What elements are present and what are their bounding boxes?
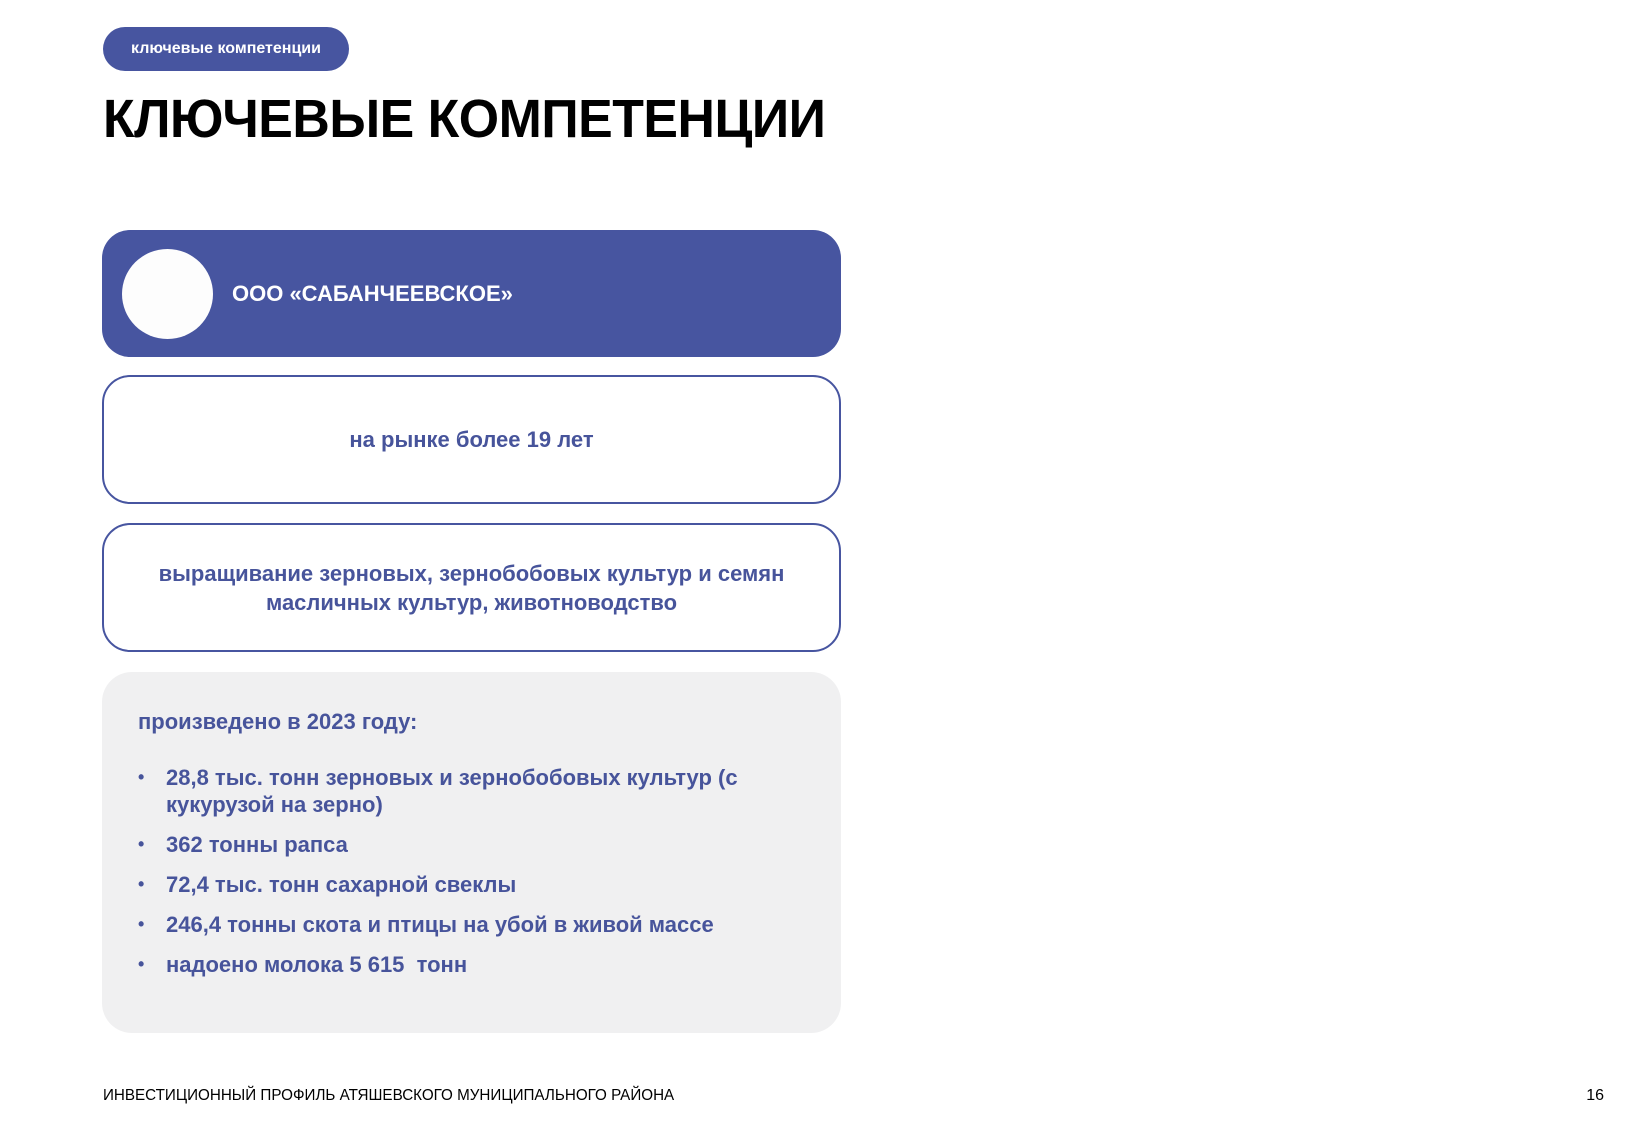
- bullet-icon: •: [138, 914, 145, 934]
- bullet-icon: •: [138, 767, 145, 787]
- section-tag: [103, 27, 349, 71]
- footer-text: ИНВЕСТИЦИОННЫЙ ПРОФИЛЬ АТЯШЕВСКОГО МУНИЦИПАЛЬНОГО РАЙОНА: [103, 1087, 675, 1104]
- years-on-market-text: на рынке более 19 лет: [349, 427, 594, 452]
- bullet-icon: •: [138, 834, 145, 854]
- company-name: ООО «САБАНЧЕЕВСКОЕ»: [232, 280, 513, 306]
- list-item: [138, 911, 798, 938]
- list-item: [138, 951, 798, 978]
- production-card: [102, 672, 841, 1033]
- bullet-icon: •: [138, 874, 145, 894]
- company-logo-icon: [122, 249, 213, 339]
- list-item-text: 72,4 тыс. тонн сахарной свеклы: [166, 872, 517, 897]
- company-card: [102, 230, 841, 357]
- bullet-icon: •: [138, 954, 145, 974]
- list-item-text: 28,8 тыс. тонн зерновых и зернобобовых культур (с кукурузой на зерно): [166, 765, 738, 817]
- list-item-text: 362 тонны рапса: [166, 832, 348, 857]
- list-item: [138, 871, 798, 898]
- list-item-text: надоено молока 5 615 тонн: [166, 952, 468, 977]
- page-number: 16: [1586, 1087, 1604, 1104]
- years-on-market-card: [102, 375, 841, 504]
- activity-card: [102, 523, 841, 652]
- production-list: [138, 764, 798, 991]
- section-tag-label: ключевые компетенции: [131, 40, 321, 57]
- activity-text: выращивание зерновых, зернобобовых культур и семян масличных культур, животноводство: [158, 560, 785, 615]
- list-item-text: 246,4 тонны скота и птицы на убой в живой массе: [166, 912, 714, 937]
- list-item: [138, 831, 798, 858]
- page-title: КЛЮЧЕВЫЕ КОМПЕТЕНЦИИ: [103, 89, 826, 149]
- production-heading: произведено в 2023 году:: [138, 709, 418, 734]
- list-item: [138, 764, 798, 818]
